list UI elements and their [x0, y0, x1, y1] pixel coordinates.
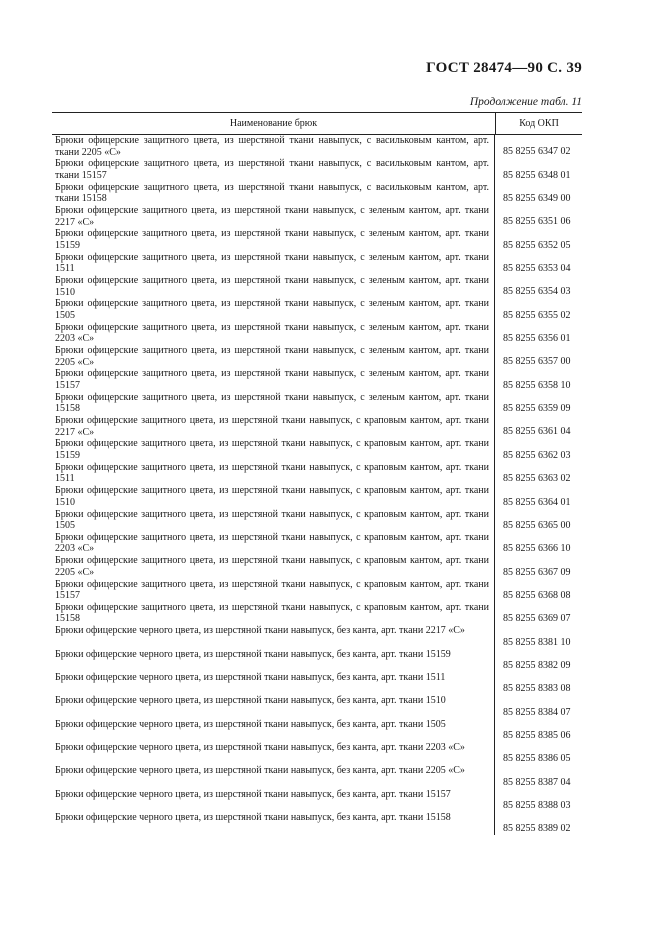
- row-code: 85 8255 6352 05: [503, 239, 571, 251]
- row-code: 85 8255 8386 05: [503, 753, 571, 765]
- table-row: [52, 625, 582, 648]
- trousers-table: [52, 112, 582, 835]
- row-name: Брюки офицерские защитного цвета, из шерстяной ткани навыпуск, с зеленым кантом, арт. ткани 1510: [52, 275, 495, 298]
- row-code: 85 8255 6362 03: [503, 449, 571, 461]
- table-row: [52, 649, 582, 672]
- table-row: [52, 182, 582, 205]
- row-name: Брюки офицерские защитного цвета, из шерстяной ткани навыпуск, с краповым кантом, арт. ткани 1505: [52, 509, 495, 532]
- row-name: Брюки офицерские черного цвета, из шерстяной ткани навыпуск, без канта, арт. ткани 15158: [52, 812, 495, 835]
- row-name: Брюки офицерские черного цвета, из шерстяной ткани навыпуск, без канта, арт. ткани 1510: [52, 695, 495, 718]
- row-code: 85 8255 6368 08: [503, 589, 571, 601]
- row-name: Брюки офицерские черного цвета, из шерстяной ткани навыпуск, без канта, арт. ткани 1511: [52, 672, 495, 695]
- table-row: [52, 368, 582, 391]
- table-row: [52, 765, 582, 788]
- table-body: [52, 135, 582, 835]
- row-name: Брюки офицерские защитного цвета, из шерстяной ткани навыпуск, с васильковым кантом, арт. ткани 15158: [52, 182, 495, 205]
- row-code: 85 8255 6363 02: [503, 473, 571, 485]
- row-code: 85 8255 6349 00: [503, 193, 571, 205]
- table-row: [52, 135, 582, 158]
- row-name: Брюки офицерские защитного цвета, из шерстяной ткани навыпуск, с зеленым кантом, арт. ткани 15159: [52, 228, 495, 251]
- row-name: Брюки офицерские защитного цвета, из шерстяной ткани навыпуск, с краповым кантом, арт. ткани 2217 «С»: [52, 415, 495, 438]
- row-code: 85 8255 6364 01: [503, 496, 571, 508]
- row-name: Брюки офицерские черного цвета, из шерстяной ткани навыпуск, без канта, арт. ткани 2203 «С»: [52, 742, 495, 765]
- row-name: Брюки офицерские защитного цвета, из шерстяной ткани навыпуск, с краповым кантом, арт. ткани 1510: [52, 485, 495, 508]
- table-row: [52, 579, 582, 602]
- table-row: [52, 275, 582, 298]
- table-row: [52, 485, 582, 508]
- table-row: [52, 719, 582, 742]
- table-row: [52, 532, 582, 555]
- row-code: 85 8255 6361 04: [503, 426, 571, 438]
- row-code: 85 8255 6356 01: [503, 333, 571, 345]
- row-name: Брюки офицерские защитного цвета, из шерстяной ткани навыпуск, с васильковым кантом, арт. ткани 15157: [52, 158, 495, 181]
- row-code: 85 8255 6354 03: [503, 286, 571, 298]
- row-name: Брюки офицерские черного цвета, из шерстяной ткани навыпуск, без канта, арт. ткани 1505: [52, 719, 495, 742]
- row-code: 85 8255 8383 08: [503, 683, 571, 695]
- table-row: [52, 789, 582, 812]
- row-code: 85 8255 8387 04: [503, 776, 571, 788]
- row-code: 85 8255 6351 06: [503, 216, 571, 228]
- table-row: [52, 742, 582, 765]
- table-row: [52, 602, 582, 625]
- row-code: 85 8255 6357 00: [503, 356, 571, 368]
- row-name: Брюки офицерские черного цвета, из шерстяной ткани навыпуск, без канта, арт. ткани 15159: [52, 649, 495, 672]
- row-name: Брюки офицерские черного цвета, из шерстяной ткани навыпуск, без канта, арт. ткани 2205 «С»: [52, 765, 495, 788]
- row-code: 85 8255 6365 00: [503, 519, 571, 531]
- row-name: Брюки офицерские черного цвета, из шерстяной ткани навыпуск, без канта, арт. ткани 2217 «С»: [52, 625, 495, 648]
- row-code: 85 8255 8385 06: [503, 729, 571, 741]
- table-continuation-label: Продолжение табл. 11: [469, 96, 582, 108]
- table-row: [52, 205, 582, 228]
- row-name: Брюки офицерские защитного цвета, из шерстяной ткани навыпуск, с краповым кантом, арт. ткани 2205 «С»: [52, 555, 495, 578]
- row-code: 85 8255 8381 10: [503, 636, 571, 648]
- row-code: 85 8255 6366 10: [503, 543, 571, 555]
- table-row: [52, 228, 582, 251]
- row-name: Брюки офицерские защитного цвета, из шерстяной ткани навыпуск, с зеленым кантом, арт. ткани 1505: [52, 298, 495, 321]
- row-code: 85 8255 6347 02: [503, 146, 571, 158]
- table-row: [52, 672, 582, 695]
- table-row: [52, 345, 582, 368]
- table-row: [52, 415, 582, 438]
- column-header-name: Наименование брюк: [52, 113, 496, 134]
- row-name: Брюки офицерские защитного цвета, из шерстяной ткани навыпуск, с зеленым кантом, арт. ткани 2203 «С»: [52, 322, 495, 345]
- row-code: 85 8255 6355 02: [503, 309, 571, 321]
- row-name: Брюки офицерские защитного цвета, из шерстяной ткани навыпуск, с краповым кантом, арт. ткани 1511: [52, 462, 495, 485]
- table-row: [52, 462, 582, 485]
- row-code: 85 8255 6353 04: [503, 263, 571, 275]
- row-code: 85 8255 8389 02: [503, 823, 571, 835]
- row-name: Брюки офицерские защитного цвета, из шерстяной ткани навыпуск, с краповым кантом, арт. ткани 15157: [52, 579, 495, 602]
- row-code: 85 8255 8384 07: [503, 706, 571, 718]
- table-row: [52, 158, 582, 181]
- table-row: [52, 509, 582, 532]
- row-name: Брюки офицерские защитного цвета, из шерстяной ткани навыпуск, с краповым кантом, арт. ткани 15158: [52, 602, 495, 625]
- row-name: Брюки офицерские защитного цвета, из шерстяной ткани навыпуск, с зеленым кантом, арт. ткани 15157: [52, 368, 495, 391]
- table-row: [52, 438, 582, 461]
- table-row: [52, 812, 582, 835]
- table-row: [52, 555, 582, 578]
- table-row: [52, 298, 582, 321]
- table-row: [52, 695, 582, 718]
- row-code: 85 8255 6348 01: [503, 169, 571, 181]
- table-header: [52, 112, 582, 135]
- row-name: Брюки офицерские защитного цвета, из шерстяной ткани навыпуск, с краповым кантом, арт. ткани 2203 «С»: [52, 532, 495, 555]
- row-name: Брюки офицерские защитного цвета, из шерстяной ткани навыпуск, с зеленым кантом, арт. ткани 2217 «С»: [52, 205, 495, 228]
- table-row: [52, 252, 582, 275]
- row-code: 85 8255 6358 10: [503, 379, 571, 391]
- row-code: 85 8255 8382 09: [503, 659, 571, 671]
- row-code: 85 8255 8388 03: [503, 799, 571, 811]
- row-code: 85 8255 6367 09: [503, 566, 571, 578]
- row-code: 85 8255 6359 09: [503, 403, 571, 415]
- row-name: Брюки офицерские защитного цвета, из шерстяной ткани навыпуск, с зеленым кантом, арт. ткани 2205 «С»: [52, 345, 495, 368]
- row-name: Брюки офицерские защитного цвета, из шерстяной ткани навыпуск, с зеленым кантом, арт. ткани 1511: [52, 252, 495, 275]
- page-header: ГОСТ 28474—90 С. 39: [426, 60, 582, 76]
- table-row: [52, 322, 582, 345]
- row-code: 85 8255 6369 07: [503, 613, 571, 625]
- row-name: Брюки офицерские защитного цвета, из шерстяной ткани навыпуск, с васильковым кантом, арт. ткани 2205 «С»: [52, 135, 495, 158]
- row-name: Брюки офицерские черного цвета, из шерстяной ткани навыпуск, без канта, арт. ткани 15157: [52, 789, 495, 812]
- column-header-code: Код ОКП: [519, 118, 559, 129]
- table-row: [52, 392, 582, 415]
- row-name: Брюки офицерские защитного цвета, из шерстяной ткани навыпуск, с зеленым кантом, арт. ткани 15158: [52, 392, 495, 415]
- row-name: Брюки офицерские защитного цвета, из шерстяной ткани навыпуск, с краповым кантом, арт. ткани 15159: [52, 438, 495, 461]
